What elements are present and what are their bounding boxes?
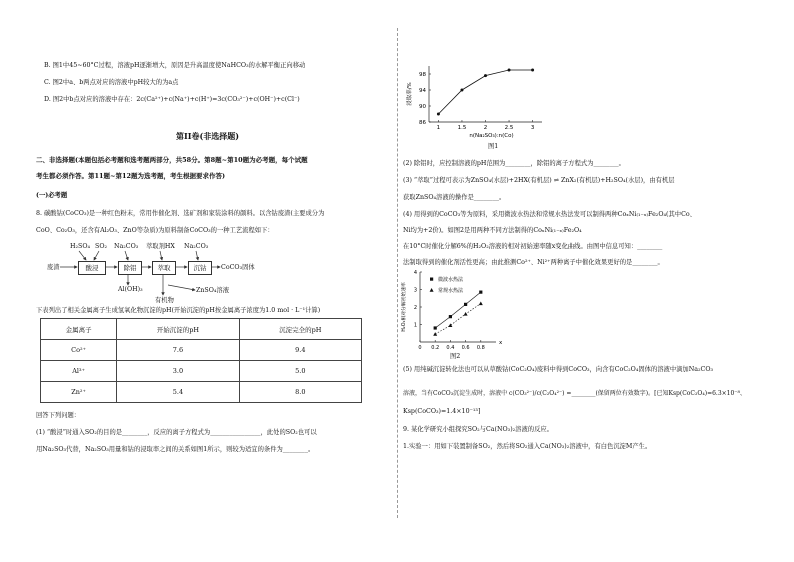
data-point bbox=[437, 113, 440, 116]
q8-part5-line2: 溶液，当有CoCO₃沉淀生成时，溶液中 c(CO₃²⁻)/c(C₂O₄²⁻) =________(保留两位有效数字)。[已知Ksp(CoC₂O₄)=6.3×10⁻⁸、 bbox=[403, 390, 746, 397]
x-tick-label: 0 bbox=[418, 345, 422, 351]
q8-part1-line2: 用Na₂SO₃代替，Na₂SO₃用量和钴的浸取率之间的关系如图1所示，则较为适宜的条件为________。 bbox=[36, 446, 315, 453]
data-point-square bbox=[434, 326, 437, 329]
figure2-caption: 图2 bbox=[450, 353, 461, 360]
table-cell: 5.0 bbox=[239, 361, 361, 382]
q9-part1: 1.实验一：用如下装置制备SO₂，然后将SO₂通入Ca(NO₃)₂溶液中，有白色沉淀M产生。 bbox=[403, 443, 652, 450]
q8-part1-line1: (1) “酸浸”时通入SO₂的目的是________，反应的离子方程式为________________，此处的SO₂也可以 bbox=[36, 429, 317, 436]
answer-label: 回答下列问题： bbox=[36, 412, 81, 419]
data-point bbox=[531, 69, 534, 72]
x-tick-label: 3 bbox=[530, 125, 535, 131]
table-header: 沉淀完全的pH bbox=[239, 319, 361, 340]
q8-line2: CoO、Co₂O₃，还含有Al₂O₃、ZnO等杂质)为原料制备CoCO₃的一种工艺流程如下： bbox=[36, 227, 274, 234]
table-header-row bbox=[41, 319, 362, 340]
table-cell: Co²⁺ bbox=[41, 340, 117, 361]
data-point-square bbox=[479, 291, 482, 294]
table-row bbox=[41, 382, 362, 403]
byproduct-znso4: ZnSO₄溶液 bbox=[196, 287, 230, 294]
series-line bbox=[435, 292, 481, 328]
figure2-chart bbox=[398, 268, 508, 354]
y-tick-label: 4 bbox=[413, 270, 417, 276]
y-axis-label: 浸取率/% bbox=[407, 82, 413, 106]
step-extract: 萃取 bbox=[152, 261, 176, 275]
x-tick-label: 0.6 bbox=[461, 345, 470, 351]
instructions-line2: 考生都必须作答。第11题~第12题为选考题，考生根据要求作答) bbox=[36, 172, 226, 180]
y-tick-label: 2 bbox=[413, 305, 417, 311]
reagent-hx: 萃取剂HX bbox=[146, 243, 175, 250]
y-axis-label: H₂O₂相对分解初始速率 bbox=[402, 282, 407, 332]
y-tick-label: 3 bbox=[413, 287, 417, 294]
option-d: D. 图2中b点对应的溶液中存在：2c(Ca²⁺)+c(Na⁺)+c(H⁺)=3c(CO₃²⁻)+c(OH⁻)+c(Cl⁻) bbox=[44, 96, 300, 103]
y-tick-label: 98 bbox=[419, 72, 426, 78]
table-intro: 下表列出了相关金属离子生成氢氧化物沉淀的pH(开始沉淀的pH按金属离子浓度为1.0 mol · L⁻¹计算) bbox=[36, 307, 321, 314]
start-material: 废渣 bbox=[47, 264, 60, 271]
table-cell: 9.4 bbox=[239, 340, 361, 361]
q8-part3-line1: (3) “萃取”过程可表示为ZnSO₄(水层)+2HX(有机层) ⇌ ZnX₂(有机层)+H₂SO₄(水层)，由有机层 bbox=[403, 177, 675, 184]
q8-part4-line1: (4) 用得到的CoCO₃等为原料，采用微波水热法和常规水热法发可以制得两种CoₓNi₍₁₋ₓ₎Fe₂O₄(其中Co、 bbox=[403, 211, 696, 218]
step-remove-al: 除铝 bbox=[118, 261, 142, 275]
y-tick-label: 86 bbox=[419, 120, 426, 126]
q8-line1: 8. 碳酸钴(CoCO₃)是一种红色粉末，常用作催化剂、选矿剂和家装涂料的颜料。以含钴废渣(主要成分为 bbox=[36, 210, 325, 217]
q8-part5-line1: (5) 用纯碱沉淀转化法也可以从草酸钴(CoC₂O₄)废料中得到CoCO₃，向含有CoC₂O₄固体的溶液中滴加Na₂CO₃ bbox=[403, 366, 714, 373]
x-tick-label: 0.8 bbox=[476, 345, 485, 351]
x-axis-label: n(Na₂SO₃):n(Co) bbox=[469, 133, 514, 139]
q8-part2: (2) 除铝时，应控制溶液的pH范围为________，除铝的离子方程式为________。 bbox=[403, 160, 625, 167]
y-tick-label: 1 bbox=[413, 322, 417, 329]
series-line bbox=[435, 304, 481, 335]
table-cell: Al³⁺ bbox=[41, 361, 117, 382]
table-header: 开始沉淀的pH bbox=[117, 319, 239, 340]
option-b: B. 图1中45~60°C过程，溶液pH逐渐增大，原因是升高温度使NaHCO₃的水解平衡正向移动 bbox=[44, 62, 306, 69]
reagent-na2co3-1: Na₂CO₃ bbox=[114, 243, 139, 250]
x-tick-label: 1 bbox=[436, 125, 441, 131]
byproduct-organic: 有机物 bbox=[155, 297, 174, 304]
q8-part3-line2: 获取ZnSO₄溶液的操作是________。 bbox=[403, 194, 506, 201]
x-tick-label: 2 bbox=[483, 125, 488, 131]
step-precipitate-co: 沉钴 bbox=[188, 261, 212, 275]
table-cell: 5.4 bbox=[117, 382, 239, 403]
flowchart-arrows bbox=[0, 0, 300, 320]
x-tick-label: 0.4 bbox=[446, 345, 455, 351]
x-axis-label: x bbox=[499, 340, 503, 346]
reagent-h2so4: H₂SO₄ bbox=[70, 243, 91, 250]
figure1-caption: 图1 bbox=[488, 143, 499, 150]
data-point-triangle bbox=[464, 312, 468, 316]
q8-part5-line3: Ksp(CoCO₃)=1.4×10⁻¹³] bbox=[403, 408, 481, 415]
section-title: 第II卷(非选择题) bbox=[176, 131, 240, 141]
q8-part4-line4: 法制取得到的催化剂活性更高；由此推测Co²⁺、Ni²⁺两种离子中催化效果更好的是________。 bbox=[403, 259, 664, 266]
x-tick-label: 0.2 bbox=[431, 345, 440, 351]
byproduct-aloh3: Al(OH)₃ bbox=[118, 286, 143, 293]
figure1-chart bbox=[402, 58, 552, 150]
data-point-square bbox=[464, 303, 467, 306]
data-point-triangle bbox=[479, 302, 483, 306]
metal-ion-ph-table bbox=[40, 318, 362, 403]
legend-marker-triangle bbox=[430, 288, 434, 292]
x-tick-label: 1.5 bbox=[457, 125, 467, 131]
end-product: CoCO₃固体 bbox=[221, 264, 255, 271]
data-point bbox=[460, 89, 463, 92]
must-answer-label: (一)必考题 bbox=[36, 192, 68, 199]
table-header: 金属离子 bbox=[41, 319, 117, 340]
y-tick-label: 90 bbox=[419, 104, 426, 110]
table-row bbox=[41, 340, 362, 361]
data-point-square bbox=[449, 315, 452, 318]
instructions-line1: 二、非选择题(本题包括必考题和选考题两部分，共58分。第8题~第10题为必考题，每个试题 bbox=[36, 156, 308, 164]
table-cell: 7.6 bbox=[117, 340, 239, 361]
legend-label: 微波水热法 bbox=[438, 277, 464, 283]
reagent-na2co3-2: Na₂CO₃ bbox=[184, 243, 209, 250]
y-tick-label: 94 bbox=[419, 88, 426, 94]
data-point-triangle bbox=[448, 323, 452, 327]
legend-marker-square bbox=[430, 278, 433, 281]
reagent-so2: SO₂ bbox=[95, 243, 108, 250]
x-tick-label: 2.5 bbox=[504, 125, 514, 131]
table-cell: 8.0 bbox=[239, 382, 361, 403]
data-point bbox=[484, 74, 487, 77]
option-c: C. 图2中a、b两点对应的溶液中pH较大的为a点 bbox=[44, 79, 179, 86]
q8-part4-line3: 在10°C时催化分解6%的H₂O₂溶液的相对初始速率随x变化曲线。由图中信息可知：________ bbox=[403, 243, 663, 250]
data-point bbox=[508, 69, 511, 72]
table-cell: 3.0 bbox=[117, 361, 239, 382]
legend-label: 常规水热法 bbox=[438, 288, 464, 294]
table-row bbox=[41, 361, 362, 382]
step-acid-leach: 酸浸 bbox=[78, 261, 106, 275]
data-point-triangle bbox=[433, 332, 437, 336]
table-cell: Zn²⁺ bbox=[41, 382, 117, 403]
q9-stem: 9. 某化学研究小组探究SO₂与Ca(NO₃)₂溶液的反应。 bbox=[403, 426, 553, 433]
q8-part4-line2: Ni均为+2价)。如图2是用两种不同方法制得的CoₓNi₍₁₋ₓ₎Fe₂O₄ bbox=[403, 227, 582, 234]
